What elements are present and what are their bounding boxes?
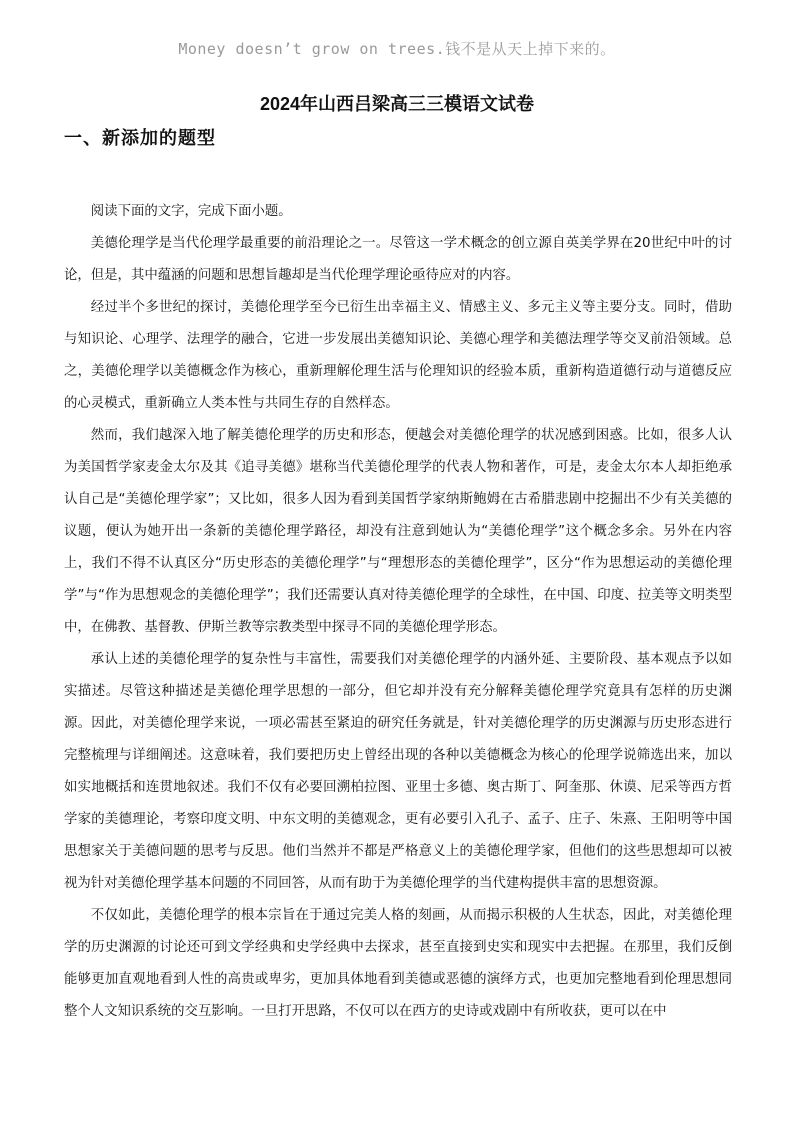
passage-body <box>64 196 732 1028</box>
section-heading: 一、新添加的题型 <box>64 128 216 149</box>
body-paragraph: 不仅如此，美德伦理学的根本宗旨在于通过完美人格的刻画，从而揭示积极的人生状态，因此，对美德伦理学的历史渊源的讨论还可到文学经典和史学经典中去探求，甚至直接到史实和现实中去把握。在那里，我们反倒能够更加直观地看到人性的高贵或卑劣，更加具体地看到美德或恶德的演绎方式，也更加完整地看到伦理思想同整个人文知识系统的交互影响。一旦打开思路，不仅可以在西方的史诗或戏剧中有所收获，更可以在中 <box>64 908 732 1019</box>
body-paragraph: 然而，我们越深入地了解美德伦理学的历史和形态，便越会对美德伦理学的状况感到困惑。比如，很多人认为美国哲学家麦金太尔及其《追寻美德》堪称当代美德伦理学的代表人物和著作，可是，麦金太尔本人却拒绝承认自己是“美德伦理学家”；又比如，很多人因为看到美国哲学家纳斯鲍姆在古希腊悲剧中挖掘出不少有关美德的议题，便认为她开出一条新的美德伦理学路径，却没有注意到她认为“美德伦理学”这个概念多余。另外在内容上，我们不得不认真区分“历史形态的美德伦理学”与“理想形态的美德伦理学”，区分“作为思想运动的美德伦理学”与“作为思想观念的美德伦理学”；我们还需要认真对待美德伦理学的全球性，在中国、印度、拉美等文明类型中，在佛教、基督教、伊斯兰教等宗教类型中探寻不同的美德伦理学形态。 <box>64 428 732 635</box>
body-paragraph: 承认上述的美德伦理学的复杂性与丰富性，需要我们对美德伦理学的内涵外延、主要阶段、基本观点予以如实描述。尽管这种描述是美德伦理学思想的一部分，但它却并没有充分解释美德伦理学究竟具有怎样的历史渊源。因此，对美德伦理学来说，一项必需甚至紧迫的研究任务就是，针对美德伦理学的历史渊源与历史形态进行完整梳理与详细阐述。这意味着，我们要把历史上曾经出现的各种以美德概念为核心的伦理学说筛选出来，加以如实地概括和连贯地叙述。我们不仅有必要回溯柏拉图、亚里士多德、奥古斯丁、阿奎那、休谟、尼采等西方哲学家的美德理论，考察印度文明、中东文明的美德观念，更有必要引入孔子、孟子、庄子、朱熹、王阳明等中国思想家关于美德问题的思考与反思。他们当然并不都是严格意义上的美德伦理学家，但他们的这些思想却可以被视为针对美德伦理学基本问题的不同回答，从而有助于为美德伦理学的当代建构提供丰富的思想资源。 <box>64 652 732 891</box>
header-motto: Money doesn’t grow on trees.钱不是从天上掉下来的。 <box>178 40 616 58</box>
document-title: 2024年山西吕梁高三三模语文试卷 <box>259 94 535 114</box>
instruction-paragraph: 阅读下面的文字，完成下面小题。 <box>90 204 292 219</box>
body-paragraph: 经过半个多世纪的探讨，美德伦理学至今已衍生出幸福主义、情感主义、多元主义等主要分支。同时，借助与知识论、心理学、法理学的融合，它进一步发展出美德知识论、美德心理学和美德法理学等交叉前沿领域。总之，美德伦理学以美德概念作为核心，重新理解伦理生活与伦理知识的经验本质，重新构造道德行动与道德反应的心灵模式，重新确立人类本性与共同生存的自然样态。 <box>64 300 732 411</box>
body-paragraph: 美德伦理学是当代伦理学最重要的前沿理论之一。尽管这一学术概念的创立源自英美学界在20世纪中叶的讨论，但是，其中蕴涵的问题和思想旨趣却是当代伦理学理论亟待应对的内容。 <box>64 236 732 283</box>
